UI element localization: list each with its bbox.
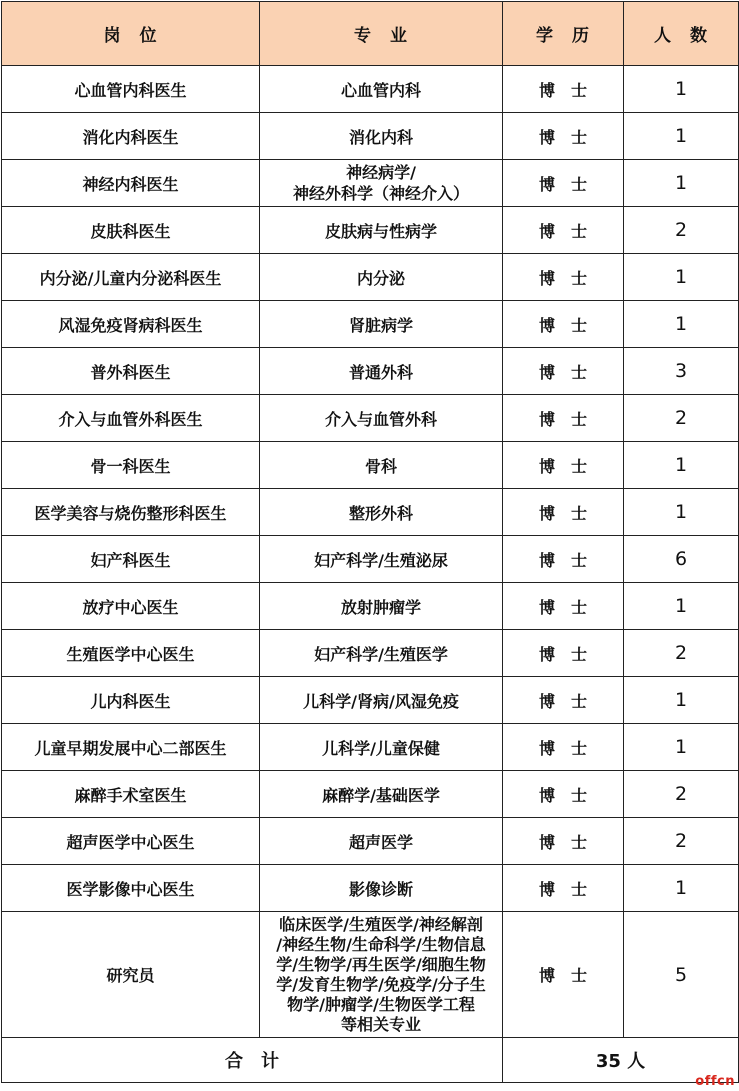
table-row	[2, 536, 739, 583]
count-cell: 3	[624, 348, 739, 395]
major-cell: 儿科学/肾病/风湿免疫	[260, 677, 503, 724]
major-cell: 骨科	[260, 442, 503, 489]
total-label: 合 计	[2, 1038, 503, 1083]
major-cell: 麻醉学/基础医学	[260, 771, 503, 818]
header-count: 人 数	[624, 2, 739, 66]
education-cell: 博 士	[503, 771, 624, 818]
major-cell: 心血管内科	[260, 66, 503, 113]
major-cell: 整形外科	[260, 489, 503, 536]
position-cell: 放疗中心医生	[2, 583, 260, 630]
table-row	[2, 912, 739, 1038]
count-cell: 2	[624, 771, 739, 818]
table-row	[2, 301, 739, 348]
position-cell: 超声医学中心医生	[2, 818, 260, 865]
major-cell: 临床医学/生殖医学/神经解剖 /神经生物/生命科学/生物信息 学/生物学/再生医学/细胞生物 学/发育生物学/免疫学/分子生 物学/肿瘤学/生物医学工程 等相关专业	[260, 912, 503, 1038]
education-cell: 博 士	[503, 66, 624, 113]
table-row	[2, 724, 739, 771]
education-cell: 博 士	[503, 348, 624, 395]
recruitment-table	[1, 1, 739, 1083]
count-cell: 5	[624, 912, 739, 1038]
count-cell: 6	[624, 536, 739, 583]
position-cell: 儿童早期发展中心二部医生	[2, 724, 260, 771]
major-cell: 影像诊断	[260, 865, 503, 912]
position-cell: 妇产科医生	[2, 536, 260, 583]
position-cell: 内分泌/儿童内分泌科医生	[2, 254, 260, 301]
education-cell: 博 士	[503, 536, 624, 583]
count-cell: 2	[624, 395, 739, 442]
position-cell: 骨一科医生	[2, 442, 260, 489]
position-cell: 普外科医生	[2, 348, 260, 395]
major-cell: 神经病学/ 神经外科学（神经介入）	[260, 160, 503, 207]
total-row	[2, 1038, 739, 1083]
table-row	[2, 66, 739, 113]
count-cell: 1	[624, 66, 739, 113]
education-cell: 博 士	[503, 677, 624, 724]
position-cell: 研究员	[2, 912, 260, 1038]
education-cell: 博 士	[503, 489, 624, 536]
education-cell: 博 士	[503, 865, 624, 912]
position-cell: 消化内科医生	[2, 113, 260, 160]
count-cell: 1	[624, 301, 739, 348]
count-cell: 2	[624, 207, 739, 254]
position-cell: 医学影像中心医生	[2, 865, 260, 912]
education-cell: 博 士	[503, 254, 624, 301]
count-cell: 2	[624, 818, 739, 865]
table-row	[2, 489, 739, 536]
education-cell: 博 士	[503, 630, 624, 677]
major-cell: 肾脏病学	[260, 301, 503, 348]
major-cell: 妇产科学/生殖医学	[260, 630, 503, 677]
count-cell: 1	[624, 160, 739, 207]
count-cell: 1	[624, 489, 739, 536]
table-row	[2, 395, 739, 442]
count-cell: 1	[624, 442, 739, 489]
header-row	[2, 2, 739, 66]
position-cell: 介入与血管外科医生	[2, 395, 260, 442]
table-row	[2, 583, 739, 630]
table-row	[2, 677, 739, 724]
major-cell: 超声医学	[260, 818, 503, 865]
major-cell: 妇产科学/生殖泌尿	[260, 536, 503, 583]
table-row	[2, 442, 739, 489]
education-cell: 博 士	[503, 912, 624, 1038]
header-position: 岗 位	[2, 2, 260, 66]
major-cell: 普通外科	[260, 348, 503, 395]
education-cell: 博 士	[503, 818, 624, 865]
count-cell: 1	[624, 113, 739, 160]
education-cell: 博 士	[503, 442, 624, 489]
position-cell: 皮肤科医生	[2, 207, 260, 254]
education-cell: 博 士	[503, 113, 624, 160]
position-cell: 心血管内科医生	[2, 66, 260, 113]
total-value: 35 人	[503, 1038, 739, 1083]
count-cell: 1	[624, 677, 739, 724]
education-cell: 博 士	[503, 583, 624, 630]
major-cell: 介入与血管外科	[260, 395, 503, 442]
major-cell: 皮肤病与性病学	[260, 207, 503, 254]
count-cell: 1	[624, 865, 739, 912]
table-row	[2, 254, 739, 301]
major-cell: 放射肿瘤学	[260, 583, 503, 630]
table-row	[2, 865, 739, 912]
header-major: 专 业	[260, 2, 503, 66]
position-cell: 神经内科医生	[2, 160, 260, 207]
count-cell: 1	[624, 724, 739, 771]
major-cell: 内分泌	[260, 254, 503, 301]
count-cell: 2	[624, 630, 739, 677]
table-row	[2, 207, 739, 254]
table-row	[2, 113, 739, 160]
position-cell: 医学美容与烧伤整形科医生	[2, 489, 260, 536]
offcn-watermark: offcn	[695, 1074, 735, 1089]
position-cell: 风湿免疫肾病科医生	[2, 301, 260, 348]
table-row	[2, 771, 739, 818]
position-cell: 儿内科医生	[2, 677, 260, 724]
table-row	[2, 160, 739, 207]
count-cell: 1	[624, 254, 739, 301]
education-cell: 博 士	[503, 207, 624, 254]
education-cell: 博 士	[503, 160, 624, 207]
position-cell: 麻醉手术室医生	[2, 771, 260, 818]
education-cell: 博 士	[503, 301, 624, 348]
major-cell: 儿科学/儿童保健	[260, 724, 503, 771]
table-row	[2, 630, 739, 677]
education-cell: 博 士	[503, 724, 624, 771]
header-education: 学 历	[503, 2, 624, 66]
count-cell: 1	[624, 583, 739, 630]
position-cell: 生殖医学中心医生	[2, 630, 260, 677]
table-row	[2, 348, 739, 395]
table-row	[2, 818, 739, 865]
education-cell: 博 士	[503, 395, 624, 442]
major-cell: 消化内科	[260, 113, 503, 160]
